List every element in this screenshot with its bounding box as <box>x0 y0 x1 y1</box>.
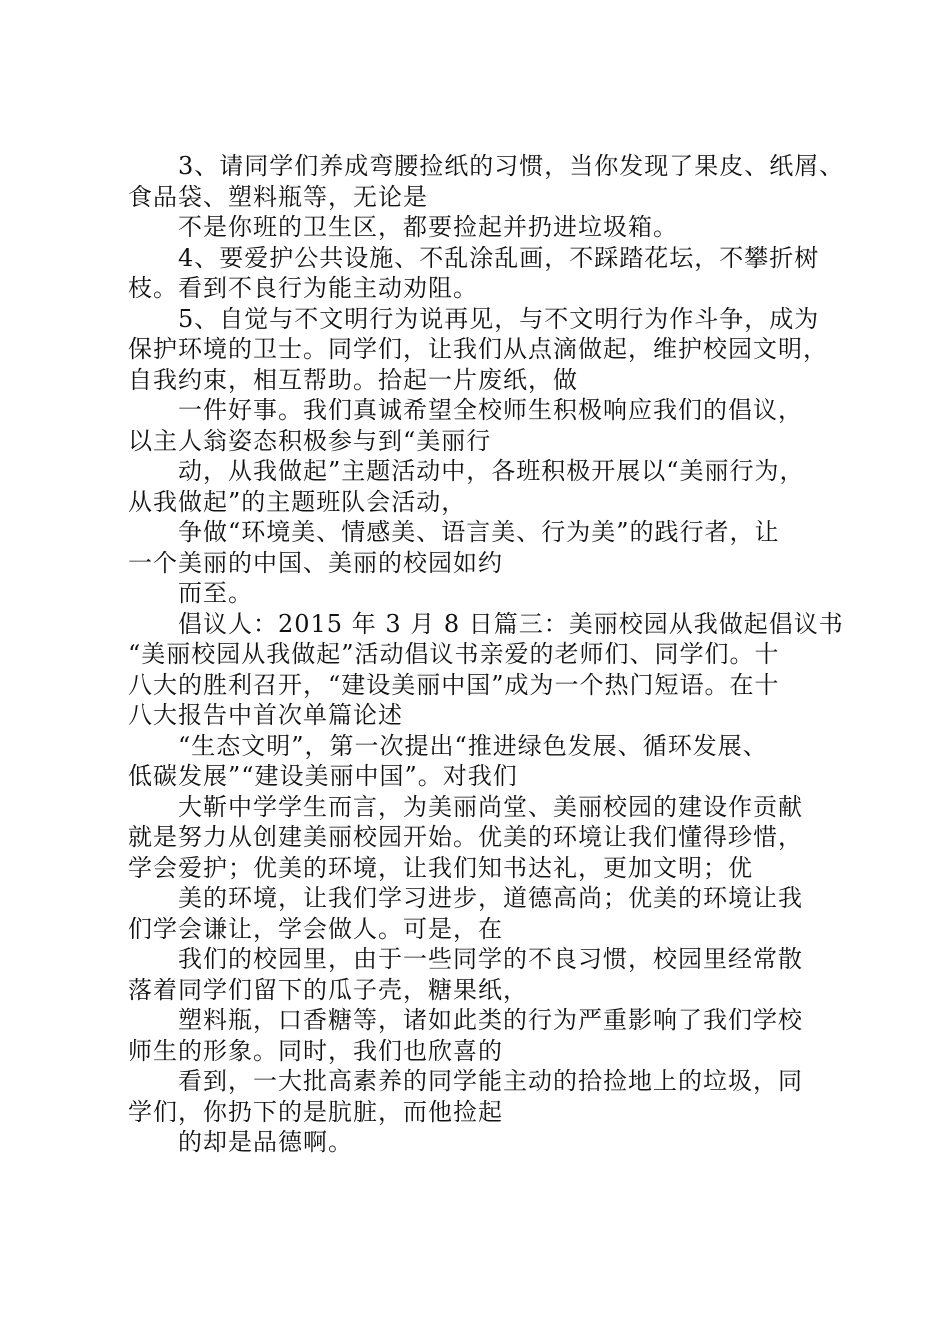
text-line: 八大的胜利召开，“建设美丽中国”成为一个热门短语。在十 <box>128 670 780 699</box>
text-line: 保护环境的卫士。同学们，让我们从点滴做起，维护校园文明， <box>128 335 828 363</box>
text-line: 枝。看到不良行为能主动劝阻。 <box>128 274 478 302</box>
text-line: 不是你班的卫生区，都要捡起并扔进垃圾箱。 <box>178 213 678 241</box>
text-line: 看到，一大批高素养的同学能主动的拾捡地上的垃圾，同 <box>178 1067 803 1095</box>
text-line: 学会爱护；优美的环境，让我们知书达礼，更加文明；优 <box>128 853 753 882</box>
text-line: 倡议人：2015 年 3 月 8 日篇三：美丽校园从我做起倡议书 <box>178 609 844 638</box>
text-line: “美丽校园从我做起”活动倡议书亲爱的老师们、同学们。十 <box>128 640 780 668</box>
text-line: 4、要爱护公共设施、不乱涂乱画，不踩踏花坛，不攀折树 <box>178 243 820 272</box>
text-line: 食品袋、塑料瓶等，无论是 <box>128 182 428 211</box>
text-line: 而至。 <box>178 579 253 607</box>
text-line: 的却是品德啊。 <box>178 1128 353 1156</box>
text-line: 落着同学们留下的瓜子壳，糖果纸， <box>128 975 528 1004</box>
text-line: 3、请同学们养成弯腰捡纸的习惯，当你发现了果皮、纸屑、 <box>178 152 845 180</box>
text-line: 争做“环境美、情感美、语言美、行为美”的践行者，让 <box>178 518 780 546</box>
text-line: 八大报告中首次单篇论述 <box>128 701 403 729</box>
text-line: 师生的形象。同时，我们也欣喜的 <box>128 1036 503 1065</box>
text-line: 低碳发展”“建设美丽中国”。对我们 <box>128 762 518 790</box>
text-line: 美的环境，让我们学习进步，道德高尚；优美的环境让我 <box>178 884 803 912</box>
text-line: 以主人翁姿态积极参与到“美丽行 <box>128 426 492 455</box>
text-line: 动，从我做起”主题活动中，各班积极开展以“美丽行为， <box>178 457 805 485</box>
text-line: 自我约束，相互帮助。拾起一片废纸，做 <box>128 365 578 394</box>
text-line: 我们的校园里，由于一些同学的不良习惯，校园里经常散 <box>178 945 803 973</box>
text-line: 一件好事。我们真诚希望全校师生积极响应我们的倡议， <box>178 396 803 424</box>
text-line: 大靳中学学生而言，为美丽尚堂、美丽校园的建设作贡献 <box>178 792 803 821</box>
text-line: 就是努力从创建美丽校园开始。优美的环境让我们懂得珍惜， <box>128 823 803 851</box>
text-line: 从我做起”的主题班队会活动， <box>128 487 467 516</box>
text-line: 学们，你扔下的是肮脏，而他捡起 <box>128 1097 503 1126</box>
text-line: 们学会谦让，学会做人。可是，在 <box>128 914 503 943</box>
text-line: “生态文明”，第一次提出“推进绿色发展、循环发展、 <box>178 731 768 760</box>
text-line: 一个美丽的中国、美丽的校园如约 <box>128 548 503 577</box>
text-line: 塑料瓶，口香糖等，诸如此类的行为严重影响了我们学校 <box>178 1006 803 1034</box>
text-line: 5、自觉与不文明行为说再见，与不文明行为作斗争，成为 <box>178 304 820 333</box>
document-body <box>128 151 845 1158</box>
